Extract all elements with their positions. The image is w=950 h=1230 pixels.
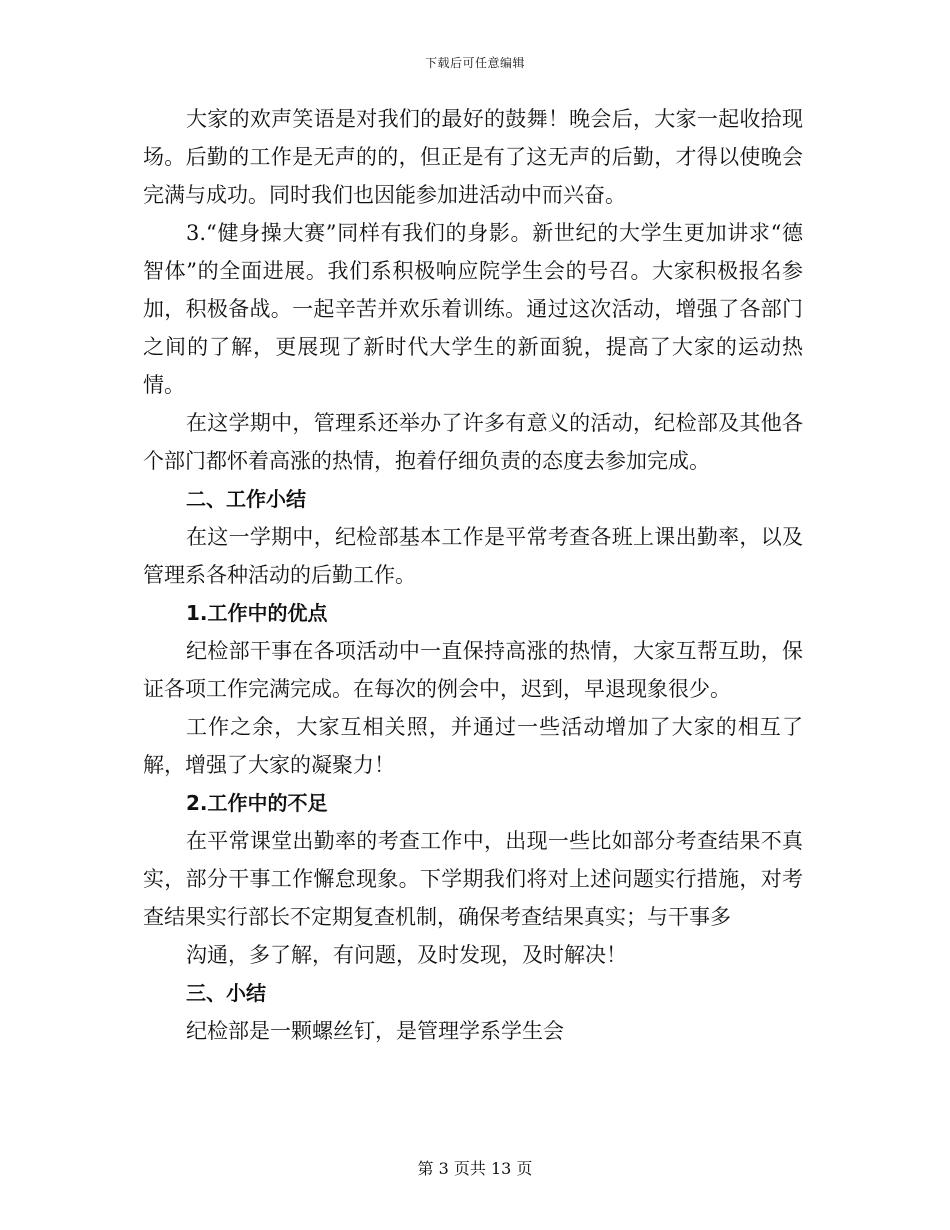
paragraph-fitness-contest: 3.“健身操大赛”同样有我们的身影。新世纪的大学生更加讲求“德智体”的全面进展。我们系积极响应院学生会的号召。大家积极报名参加，积极备战。一起辛苦并欢乐着训练。通过这次活动，增强了各部门之间的了解，更展现了新时代大学生的新面貌，提高了大家的运动热情。 (143, 221, 803, 397)
page-header-note: 下载后可任意编辑 (424, 56, 525, 70)
paragraph-semester-activities: 在这学期中，管理系还举办了许多有意义的活动，纪检部及其他各个部门都怀着高涨的热情，抱着仔细负责的态度去参加完成。 (143, 411, 803, 473)
paragraph-weaknesses: 在平常课堂出勤率的考查工作中，出现一些比如部分考查结果不真实，部分干事工作懈怠现象。下学期我们将对上述问题实行措施，对考查结果实行部长不定期复查机制，确保考查结果真实；与干事多 (143, 829, 803, 929)
heading-conclusion: 三、小结 (186, 981, 266, 1005)
heading-weaknesses: 2.工作中的不足 (186, 791, 328, 815)
heading-strengths: 1.工作中的优点 (186, 601, 328, 625)
document-body (143, 100, 803, 1050)
page-number: 第 3 页共 13 页 (417, 1159, 533, 1178)
paragraph-weaknesses-continued: 沟通，多了解，有问题，及时发现，及时解决！ (186, 943, 627, 967)
paragraph-basic-work: 在这一学期中，纪检部基本工作是平常考查各班上课出勤率，以及管理系各种活动的后勤工作。 (143, 525, 803, 587)
heading-work-summary: 二、工作小结 (186, 487, 306, 511)
paragraph-strengths-1: 纪检部干事在各项活动中一直保持高涨的热情，大家互帮互助，保证各项工作完满完成。在每次的例会中，迟到，早退现象很少。 (143, 639, 803, 701)
paragraph-strengths-2: 工作之余，大家互相关照，并通过一些活动增加了大家的相互了解，增强了大家的凝聚力！ (143, 715, 803, 777)
paragraph-conclusion: 纪检部是一颗螺丝钉，是管理学系学生会 (186, 1019, 564, 1043)
paragraph-evening-party: 大家的欢声笑语是对我们的最好的鼓舞！晚会后，大家一起收拾现场。后勤的工作是无声的的，但正是有了这无声的后勤，才得以使晚会完满与成功。同时我们也因能参加进活动中而兴奋。 (143, 107, 803, 207)
